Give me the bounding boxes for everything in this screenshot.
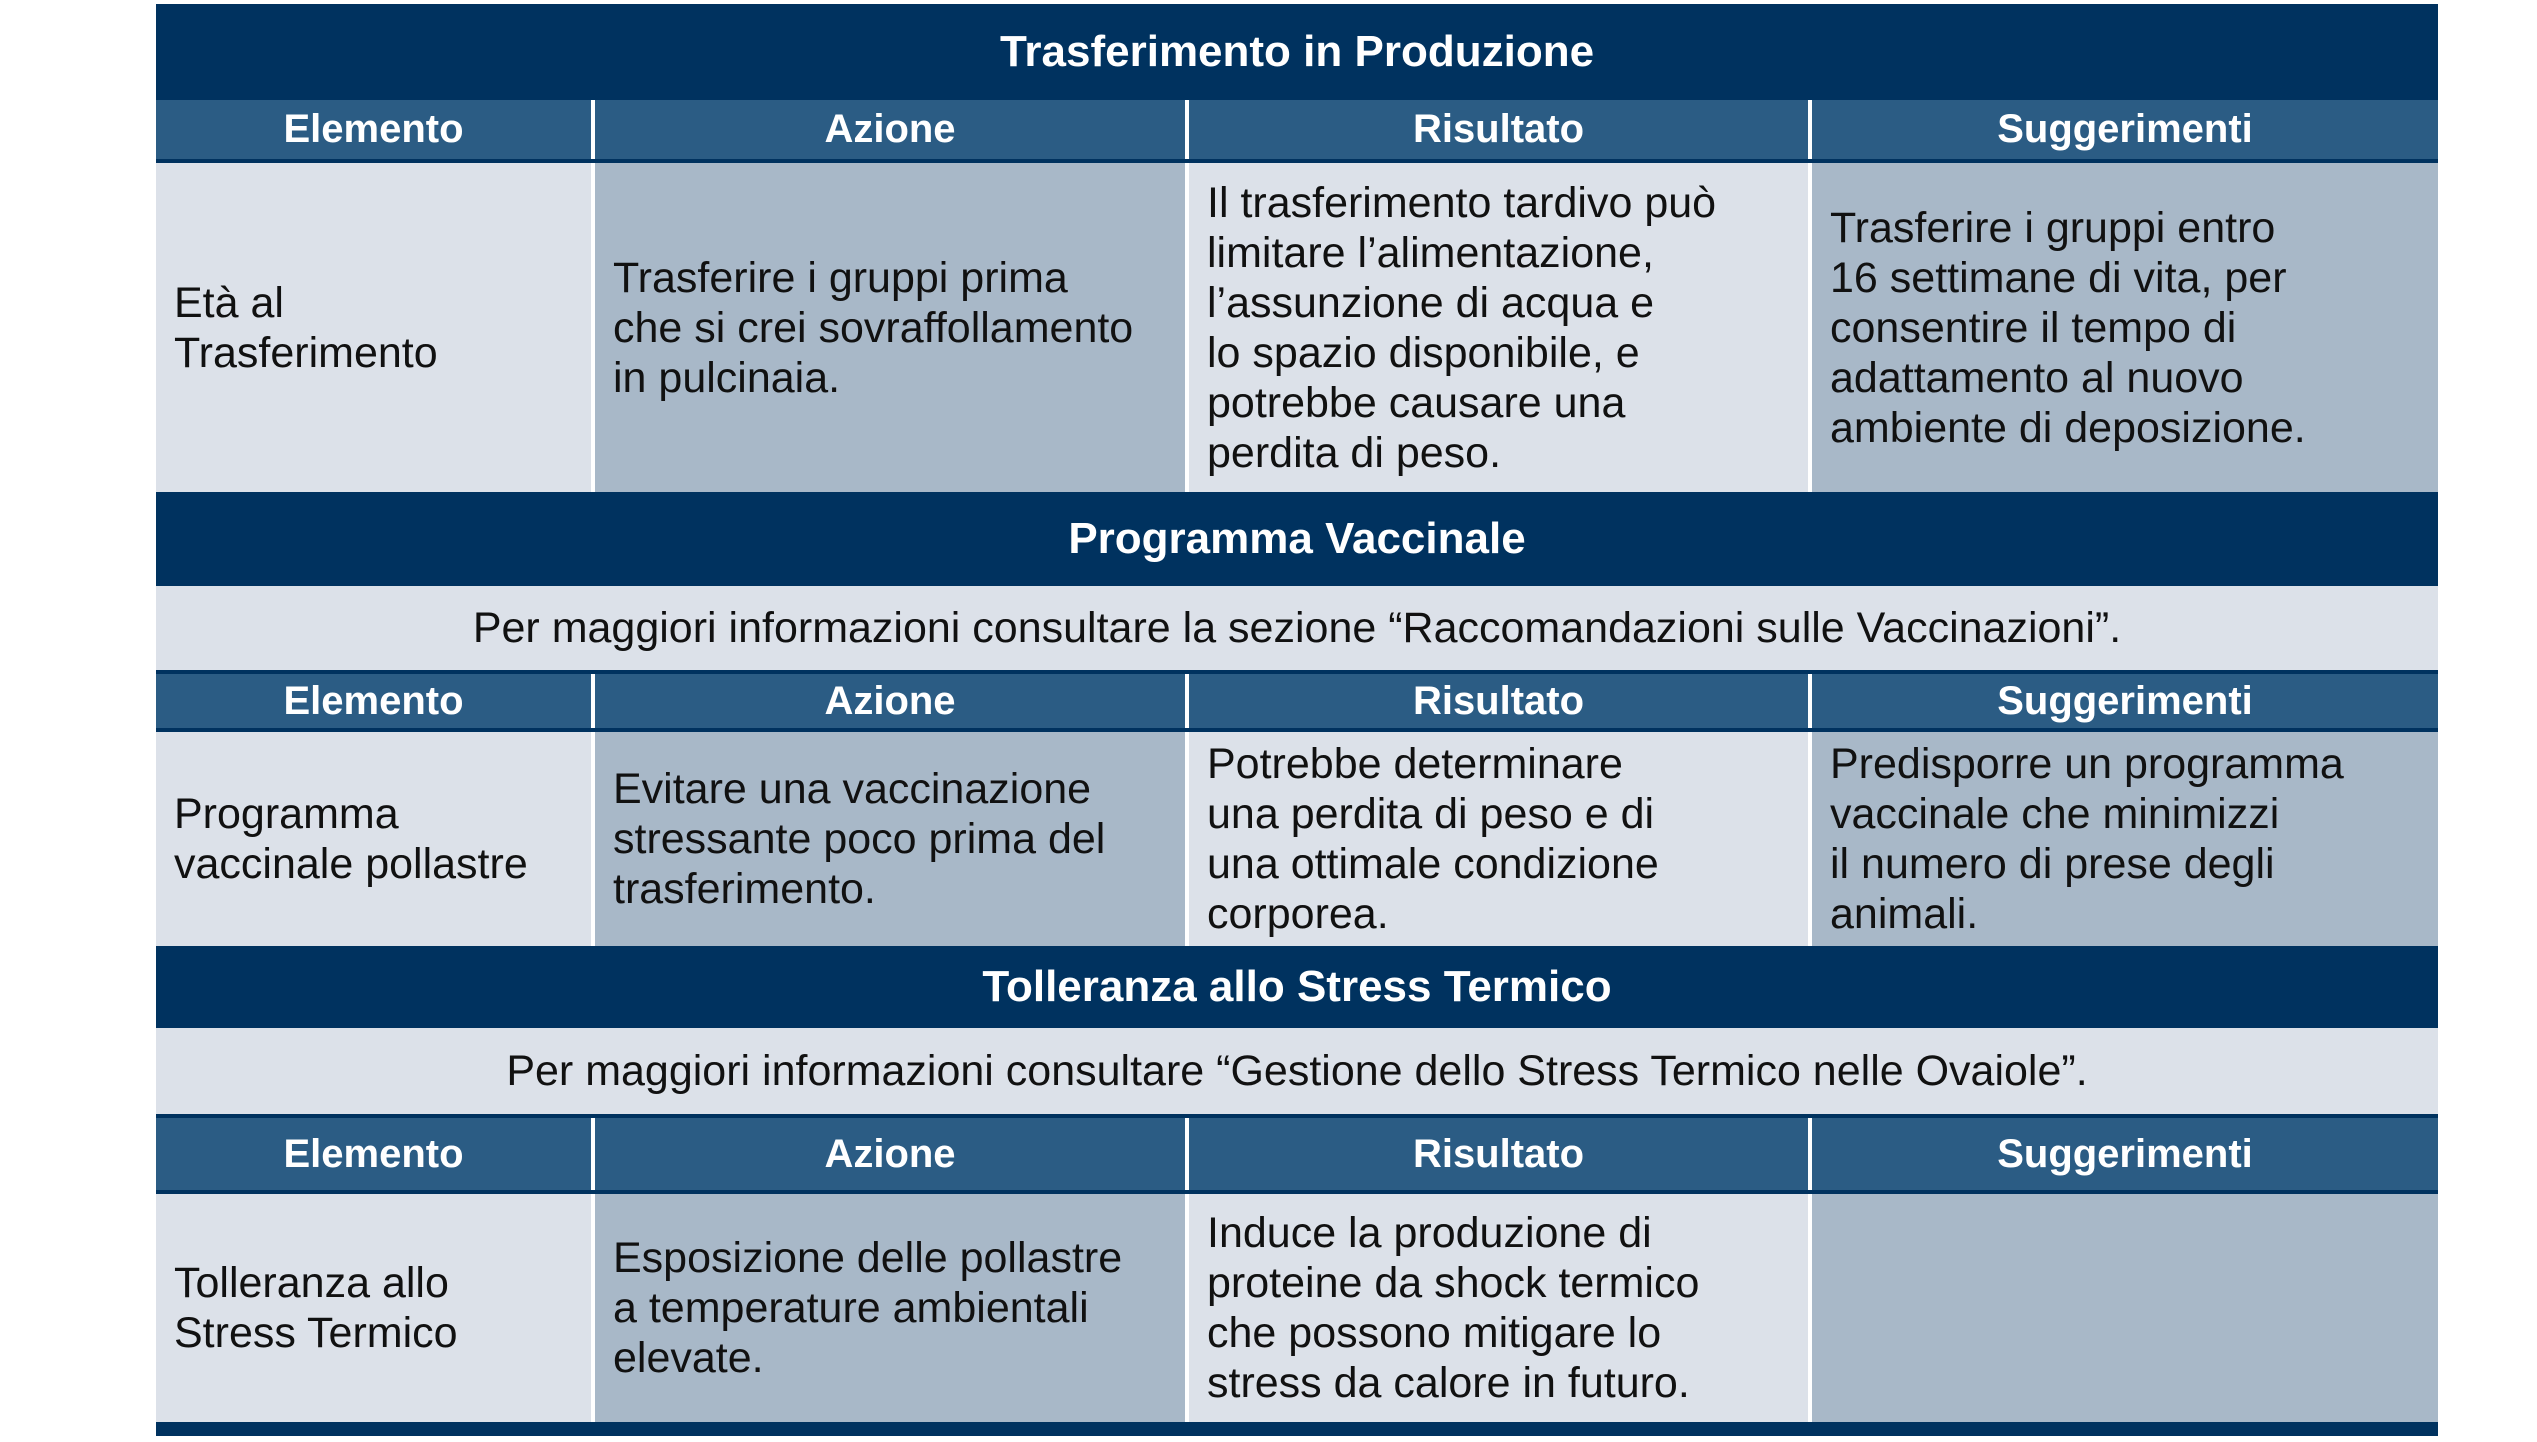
cell-elemento	[156, 1194, 591, 1422]
table-row	[156, 163, 2438, 492]
table-bottom-border	[156, 1422, 2438, 1436]
table-row	[156, 1194, 2438, 1422]
header-azione: Azione	[595, 100, 1185, 159]
cell-elemento	[156, 163, 591, 492]
cell-text: Trasferire i gruppi entro 16 settimane di vita, per consentire il tempo di adattamento al nuovo ambiente di deposizione.	[1830, 203, 2306, 452]
header-risultato: Risultato	[1189, 100, 1808, 159]
header-azione: Azione	[595, 1118, 1185, 1190]
header-risultato: Risultato	[1189, 674, 1808, 728]
header-azione: Azione	[595, 674, 1185, 728]
cell-text: Induce la produzione di proteine da shock termico che possono mitigare lo stress da calore in futuro.	[1207, 1209, 1700, 1407]
section-title-text: Trasferimento in Produzione	[999, 27, 1595, 76]
header-risultato: Risultato	[1189, 1118, 1808, 1190]
header-elemento: Elemento	[156, 100, 591, 159]
cell-text: Predisporre un programma vaccinale che minimizzi il numero di prese degli animali.	[1830, 740, 2344, 938]
section-note	[156, 1028, 2438, 1114]
cell-risultato	[1189, 163, 1808, 492]
cell-text: Trasferire i gruppi prima che si crei sovraffollamento in pulcinaia.	[613, 253, 1134, 402]
section-title-text: Programma Vaccinale	[1068, 514, 1526, 563]
section-title-trasferimento	[156, 4, 2438, 100]
table-row	[156, 732, 2438, 946]
cell-suggerimenti	[1812, 1194, 2438, 1422]
note-text: Per maggiori informazioni consultare “Gestione dello Stress Termico nelle Ovaiole”.	[506, 1046, 2088, 1095]
cell-text: Programma vaccinale pollastre	[174, 790, 528, 888]
cell-azione	[595, 1194, 1185, 1422]
cell-text: Il trasferimento tardivo può limitare l’alimentazione, l’assunzione di acqua e lo spazio disponibile, e potrebbe causare una perdita di peso.	[1207, 178, 1717, 477]
cell-azione	[595, 732, 1185, 946]
cell-text: Tolleranza allo Stress Termico	[174, 1259, 458, 1357]
section-note	[156, 586, 2438, 670]
cell-text: Età al Trasferimento	[174, 278, 438, 377]
cell-azione	[595, 163, 1185, 492]
cell-risultato	[1189, 732, 1808, 946]
header-suggerimenti: Suggerimenti	[1812, 1118, 2438, 1190]
section-title-vaccinale	[156, 492, 2438, 586]
cell-risultato	[1189, 1194, 1808, 1422]
cell-suggerimenti	[1812, 732, 2438, 946]
header-elemento: Elemento	[156, 1118, 591, 1190]
cell-suggerimenti	[1812, 163, 2438, 492]
cell-elemento	[156, 732, 591, 946]
cell-text: Potrebbe determinare una perdita di peso e di una ottimale condizione corporea.	[1207, 740, 1659, 938]
table-header-row	[156, 1114, 2438, 1194]
cell-text: Evitare una vaccinazione stressante poco prima del trasferimento.	[613, 765, 1106, 913]
table-header-row	[156, 670, 2438, 732]
header-elemento: Elemento	[156, 674, 591, 728]
section-title-stress-termico	[156, 946, 2438, 1028]
header-suggerimenti: Suggerimenti	[1812, 100, 2438, 159]
cell-text: Esposizione delle pollastre a temperature ambientali elevate.	[613, 1234, 1123, 1382]
header-suggerimenti: Suggerimenti	[1812, 674, 2438, 728]
note-text: Per maggiori informazioni consultare la sezione “Raccomandazioni sulle Vaccinazioni”.	[472, 603, 2122, 652]
section-title-text: Tolleranza allo Stress Termico	[982, 962, 1612, 1011]
table-header-row	[156, 100, 2438, 163]
